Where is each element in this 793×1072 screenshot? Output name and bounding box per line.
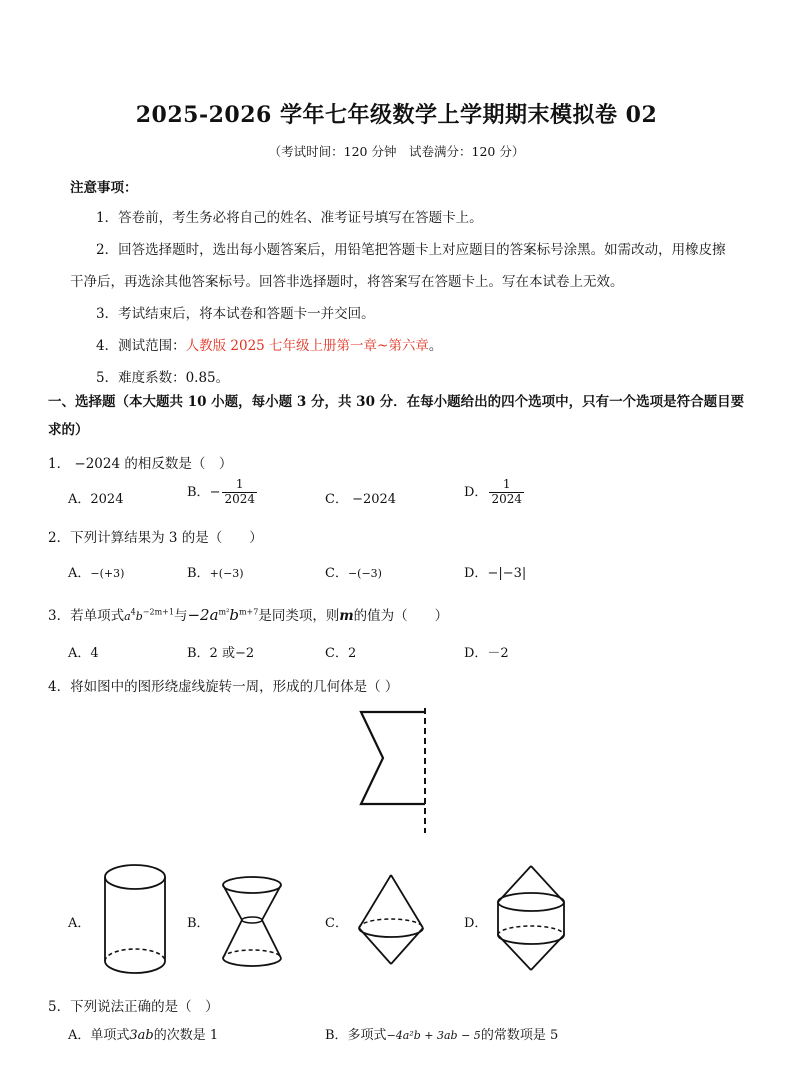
- note-item-4: [96, 334, 442, 354]
- q4-option-d: D．: [464, 916, 488, 931]
- q1-option-b-numerator: 1: [235, 477, 244, 491]
- q4-option-d-cone-cylinder-cone: [494, 862, 568, 974]
- q5-stem: 5．下列说法正确的是（ ）: [48, 999, 219, 1015]
- q1-option-a: A．2024: [68, 492, 124, 507]
- q5-option-a-expr: 3ab: [129, 1028, 154, 1043]
- q2-option-a-expr: −(+3): [90, 567, 125, 580]
- q1-option-b-label: B．: [187, 484, 210, 500]
- page-subtitle: （考试时间：120 分钟 试卷满分：120 分）: [268, 144, 525, 159]
- q4-stem: 4．将如图中的图形绕虚线旋转一周，形成的几何体是（ ）: [48, 679, 399, 695]
- q2-option-d: [464, 562, 526, 581]
- q2-option-c-label: C．: [325, 566, 348, 581]
- q2-option-b-expr: +(−3): [209, 567, 244, 580]
- q5-option-b: [325, 1024, 558, 1043]
- q2-option-c-expr: −(−3): [347, 567, 382, 580]
- q5-option-b-suffix: 的常数项是 5: [480, 1028, 559, 1043]
- q3-var: m: [339, 608, 354, 624]
- q1-option-d-numerator: 1: [502, 477, 511, 491]
- q2-option-a: [68, 562, 124, 581]
- q3-mono2-exp2: m+7: [238, 607, 259, 617]
- q3-mid: 与: [173, 608, 188, 624]
- q3-option-d: D．－2: [464, 646, 509, 661]
- q3-mono1-base: a: [124, 610, 131, 623]
- q3-mono1-exp1: 4: [130, 607, 136, 617]
- q5-option-a-prefix: A．单项式: [68, 1028, 130, 1043]
- notes-heading: 注意事项：: [70, 180, 138, 196]
- q3-stem: [48, 604, 448, 624]
- note-item-4-range: 人教版 2025 七年级上册第一章~第六章: [185, 338, 429, 354]
- section-heading-line1: 一、选择题（本大题共 10 小题，每小题 3 分，共 30 分．在每小题给出的四个选项中，只有一个选项是符合题目要: [48, 394, 745, 410]
- q2-option-d-label: D．: [464, 566, 488, 581]
- q3-option-b: B．2 或−2: [187, 646, 255, 661]
- q2-option-c: [325, 562, 382, 581]
- page-title: 2025-2026 学年七年级数学上学期期末模拟卷 02: [135, 102, 658, 128]
- q3-mono2-base2: b: [229, 606, 239, 624]
- note-item-2-line1: 2．回答选择题时，选出每小题答案后，用铅笔把答题卡上对应题目的答案标号涂黑。如需改动，用橡皮擦: [96, 242, 726, 258]
- q2-stem: 2．下列计算结果为 3 的是（ ）: [48, 530, 263, 546]
- note-item-5: 5．难度系数：0.85。: [96, 370, 230, 386]
- q4-option-a-cylinder: [100, 862, 170, 978]
- note-item-3: 3．考试结束后，将本试卷和答题卡一并交回。: [96, 306, 375, 322]
- q2-option-b: [187, 562, 244, 581]
- q3-stem-end: 的值为（ ）: [353, 608, 449, 624]
- q1-option-d: [464, 478, 524, 507]
- q2-option-a-label: A．: [68, 566, 91, 581]
- q3-option-a: A．4: [68, 646, 99, 661]
- q3-mono2-exp1: m²: [218, 607, 230, 617]
- q3-stem-prefix: 3．若单项式: [48, 608, 125, 624]
- q1-option-b-sign: −: [209, 484, 221, 500]
- note-item-4-suffix: 。: [428, 338, 443, 354]
- q1-option-d-label: D．: [464, 484, 488, 500]
- q5-option-b-prefix: B．多项式: [325, 1028, 387, 1043]
- q3-mono1-base2: b: [135, 610, 143, 623]
- q5-option-a-suffix: 的次数是 1: [153, 1028, 219, 1043]
- note-item-4-prefix: 4．测试范围：: [96, 338, 186, 354]
- q3-option-c: C．2: [325, 646, 357, 661]
- note-item-2-line2: 干净后，再选涂其他答案标号。回答非选择题时，将答案写在答题卡上。写在本试卷上无效。: [70, 274, 624, 290]
- q3-mono2-coef: −2a: [187, 606, 219, 624]
- q4-option-b: B．: [187, 916, 210, 931]
- q1-option-d-denominator: 2024: [491, 491, 522, 506]
- section-heading-line2: 求的）: [48, 422, 89, 438]
- q4-option-a: A．: [68, 916, 91, 931]
- q5-option-b-expr: −4a²b + 3ab − 5: [386, 1029, 481, 1042]
- q5-option-a: [68, 1024, 218, 1043]
- q2-option-b-label: B．: [187, 566, 210, 581]
- q1-option-b-denominator: 2024: [224, 491, 256, 506]
- q3-stem-suffix: 是同类项，则: [258, 608, 340, 624]
- q4-option-b-double-cone: [218, 874, 286, 974]
- q4-figure: [355, 708, 435, 833]
- q2-option-d-expr: −|−3|: [487, 566, 527, 581]
- q1-stem: 1． −2024 的相反数是（ ）: [48, 456, 233, 472]
- q4-option-c-cone-pair: [356, 872, 426, 968]
- q1-option-b-fraction: [222, 478, 257, 507]
- q1-option-d-fraction: [489, 478, 524, 507]
- q1-option-c: C． −2024: [325, 492, 397, 507]
- q4-option-c: C．: [325, 916, 348, 931]
- note-item-1: 1．答卷前，考生务必将自己的姓名、准考证号填写在答题卡上。: [96, 210, 483, 226]
- q1-option-b: [187, 478, 257, 507]
- q3-mono1-exp2: −2m+1: [142, 607, 174, 617]
